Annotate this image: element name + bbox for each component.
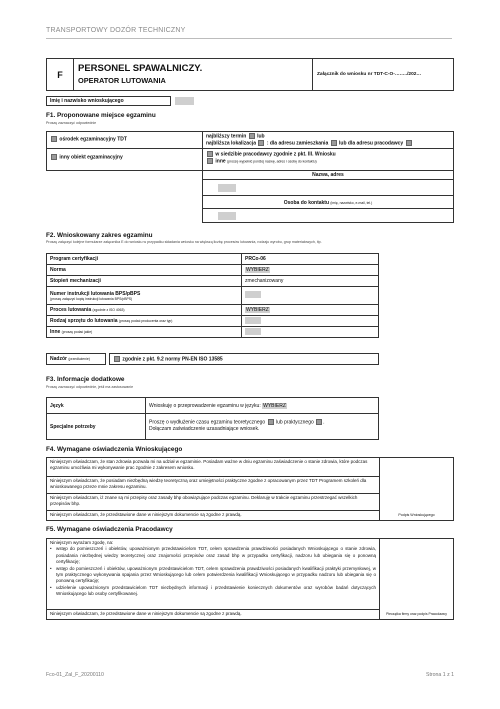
table-row — [47, 327, 379, 338]
row-label: Numer instrukcji lutowania BPS/pBPS (proszę załączyć kopię instrukcji lutowania BPS/pBPS) — [47, 287, 242, 305]
table-row — [47, 265, 379, 276]
form-title — [73, 58, 313, 91]
list-item: • wstęp do pomieszczeń i obiektów, upoważnionym przedstawicielom TDT, celem sprawdzenia prawdziwości posiadanych Wnioskującego o stanie zdrowia, posiadania niezbędnej wiedzy teoretycznej oraz znajomości przepisów oraz zasad bhp w przypadku certyfikacji, nadzoru lub ubiegania się o ponowną certyfikację; — [47, 546, 376, 565]
supervision-label: Nadzór (przedłużenie) — [46, 353, 106, 365]
row-label: Norma — [47, 265, 242, 276]
needs-label: Specjalne potrzeby — [46, 413, 146, 440]
f1-title: F1. Proponowane miejsce egzaminu — [46, 112, 156, 119]
row-label: Program certyfikacji — [47, 254, 242, 265]
f1-option-other[interactable]: inny obiekt egzaminacyjny — [46, 148, 203, 171]
table-row — [47, 316, 379, 327]
f1-name-address-header: Nazwa, adres — [202, 170, 454, 180]
table-row — [47, 276, 379, 287]
checkbox-icon[interactable] — [249, 133, 255, 139]
lang-label: Język — [46, 397, 146, 414]
f3-title: F3. Informacje dodatkowe — [46, 376, 125, 383]
f5-consent-list — [47, 546, 379, 610]
f5-declarations — [46, 538, 380, 620]
f1-contact-field[interactable] — [202, 208, 454, 223]
f4-declarations — [46, 457, 380, 521]
checkbox-icon[interactable] — [331, 140, 337, 146]
checkbox-icon[interactable] — [406, 140, 412, 146]
f1-option-tdt[interactable]: ośrodek egzaminacyjny TDT — [46, 131, 203, 149]
row-label: Proces lutowania (zgodnie z ISO 4063) — [47, 305, 242, 316]
f2-note: Proszę załączyć kolejne formularze załącznika E do wniosku w przypadku składania wniosku na większą liczbę procesów lutowania, rodzaju wyrobu, grup materiałowych, itp. — [46, 240, 322, 244]
lang-option: Wnioskuję o przeprowadzenie egzaminu w języku: WYBIERZ — [145, 397, 379, 414]
f1-tdt-details: najbliższy termin lub najbliższa lokalizacja : dla adresu zamieszkania lub dla adresu pracodawcy — [202, 131, 454, 149]
f4-title: F4. Wymagane oświadczenia Wnioskującego — [46, 446, 183, 453]
row-label: Inne (proszę podać jakie) — [47, 327, 242, 338]
checkbox-icon[interactable] — [258, 140, 264, 146]
declaration-text: Niniejszym oświadczam, że posiadam niezbędną wiedzę teoretyczną oraz umiejętności praktyczne zgodne z opracowanym przez TDT Programem szkoleń dla wnioskowanego przeze mnie zakresu egzaminu. — [47, 477, 379, 494]
other-field[interactable] — [242, 327, 379, 338]
applicant-name-label: Imię i nazwisko wnioskującego — [46, 96, 171, 106]
supervision-option[interactable]: zgodnie z pkt. 9.2 normy PN-EN ISO 13585 — [109, 353, 379, 365]
checkbox-icon[interactable] — [207, 158, 213, 164]
row-label: Rodzaj sprzętu do lutowania (proszę podać producenta oraz typ) — [47, 316, 242, 327]
row-label: Stopień mechanizacji — [47, 276, 242, 287]
checkbox-icon[interactable] — [114, 356, 120, 362]
declaration-text: Niniejszym oświadczam, iż znane są mi przepisy oraz zasady bhp obowiązujące podczas egzaminu. Deklaruję w trakcie egzaminu przestrzegać wszelkich przepisów bhp. — [47, 494, 379, 511]
employer-signature-box[interactable]: Pieczątka firmy oraz podpis Pracodawcy — [379, 538, 454, 620]
annex-number: Załącznik do wniosku nr TDT-C-O-……../202… — [312, 58, 454, 91]
declaration-text: Niniejszym oświadczam, że przedstawione dane w niniejszym dokumencie są zgodne z prawdą. — [50, 611, 242, 617]
form-code: F — [46, 58, 74, 91]
list-item: • udzielenie upoważnionym przedstawicielom TDT niezbędnych informacji i przedstawienie koniecznych dokumentów oraz wyrobów badań dotyczących Wnioskującego lub osoby certyfikowanej. — [47, 585, 376, 598]
declaration-text: Niniejszym oświadczam, że przedstawione dane w niniejszym dokumencie są zgodne z prawdą. — [50, 512, 242, 517]
checkbox-icon[interactable] — [207, 151, 213, 157]
f1-other-details: w siedzibie pracodawcy zgodnie z pkt. III. Wniosku inne (proszę wypełnić poniżej nazwę, adres i osobę do kontaktu) — [202, 148, 454, 171]
f2-scope-table — [46, 253, 379, 338]
footer-doc-id: Fco-01_Zal_F_20200110 — [46, 672, 104, 678]
checkbox-icon[interactable] — [51, 136, 57, 142]
language-select[interactable]: WYBIERZ — [263, 403, 286, 409]
row-value: PRCo-06 — [242, 254, 379, 265]
footer-page-number: Strona 1 z 1 — [426, 672, 454, 678]
org-header: TRANSPORTOWY DOZÓR TECHNICZNY — [46, 27, 186, 34]
applicant-signature-box[interactable]: Podpis Wnioskującego — [379, 457, 454, 521]
norm-select[interactable]: WYBIERZ — [242, 265, 379, 276]
header-divider — [46, 38, 452, 39]
f1-name-address-field[interactable] — [202, 179, 454, 196]
needs-option: Proszę o wydłużenie czasu egzaminu teoretycznego lub praktycznego . Dołączam zaświadczenie uzasadniające wniosek. — [145, 413, 379, 440]
f2-title: F2. Wnioskowany zakres egzaminu — [46, 232, 153, 239]
equipment-field[interactable] — [242, 316, 379, 327]
applicant-name-field[interactable] — [175, 97, 194, 105]
bps-number-field[interactable] — [242, 287, 379, 305]
row-value: zmechanizowany — [242, 276, 379, 287]
checkbox-icon[interactable] — [316, 419, 322, 425]
title-line1: PERSONEL SPAWALNICZY. — [78, 63, 203, 74]
process-select[interactable]: WYBIERZ — [242, 305, 379, 316]
declaration-text: Niniejszym wyrażam zgodę, na: — [50, 540, 114, 545]
table-row — [47, 305, 379, 316]
f5-title: F5. Wymagane oświadczenia Pracodawcy — [46, 526, 173, 533]
checkbox-icon[interactable] — [268, 419, 274, 425]
f1-note: Proszę zaznaczyć odpowiednie — [46, 121, 97, 125]
f1-contact-header: Osoba do kontaktu (imię, nazwisko, e-mail, tel.) — [202, 195, 454, 209]
title-line2: OPERATOR LUTOWANIA — [78, 76, 166, 85]
checkbox-icon[interactable] — [51, 154, 57, 160]
declaration-text: Niniejszym oświadczam, że stan zdrowia pozwala mi na udział w egzaminie. Posiadam ważne w dniu egzaminu zaświadczenie o stanie zdrowia, które podczas egzaminu umożliwia mi wykonywanie prac zgodnie z zakresem wniosku. — [47, 458, 379, 477]
table-row — [47, 254, 379, 265]
list-item: • wstęp do pomieszczeń i obiektów, upoważnionym przedstawicielom TDT, celem sprawdzenia prawdziwości posiadanych kwalifikacji praktyki przemysłowej, w tym praktycznego wykonywania spajania przez Wnioskującego lub celem potwierdzenia kwalifikacji Wnioskującego w przypadku nadzoru lub ubiegania się o ponowną certyfikację; — [47, 566, 376, 585]
f3-note: Proszę zaznaczyć odpowiednie, jeśli ma zastosowanie — [46, 385, 134, 389]
table-row — [47, 287, 379, 305]
